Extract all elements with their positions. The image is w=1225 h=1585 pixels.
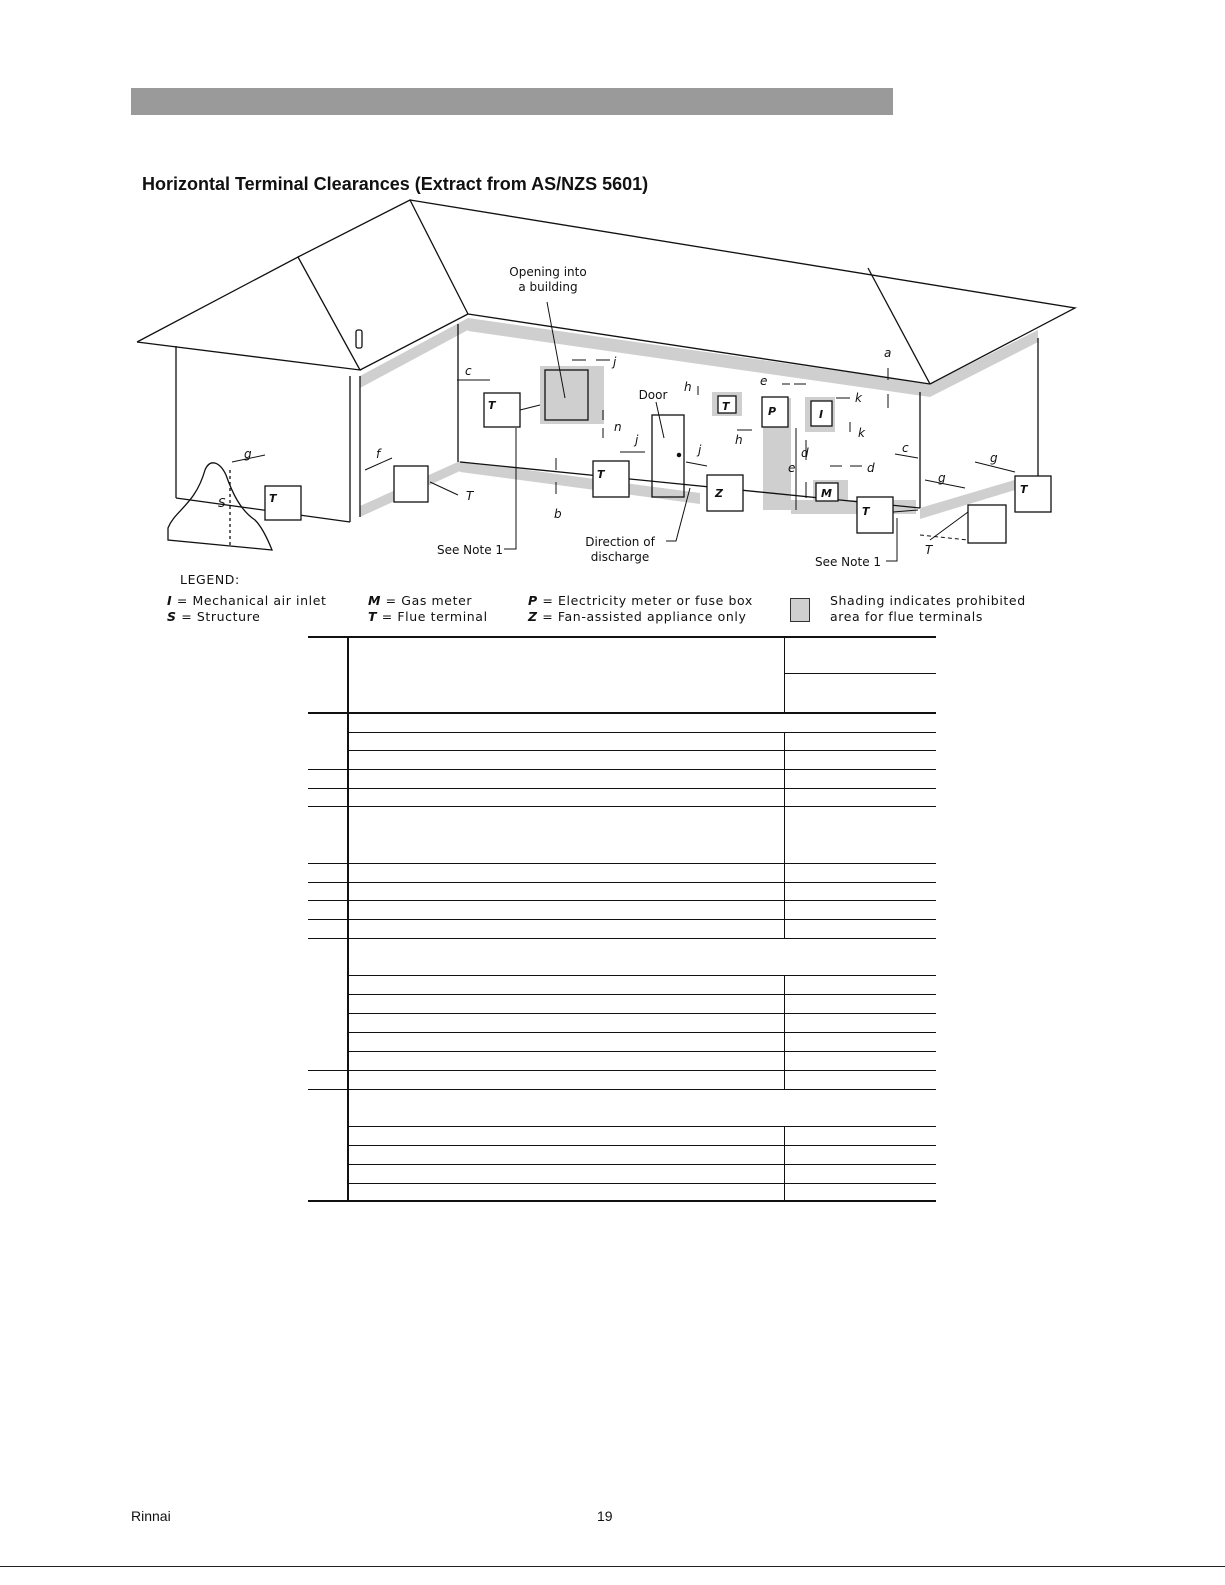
clearance-j: j [698, 443, 702, 457]
legend-item-p: P = Electricity meter or fuse box [528, 593, 753, 608]
clearance-h: h [735, 433, 743, 447]
clearance-j: j [635, 433, 639, 447]
flue-terminal-label: T [1020, 483, 1028, 496]
see-note-1-left: See Note 1 [436, 543, 504, 557]
clearance-g: g [244, 447, 252, 461]
shading-note: area for flue terminals [830, 609, 983, 624]
flue-terminal-t: T [925, 543, 933, 557]
legend-item-m: M = Gas meter [368, 593, 473, 608]
legend-item-t: T = Flue terminal [368, 609, 488, 624]
clearance-g: g [990, 451, 998, 465]
door-callout: Door [638, 388, 668, 402]
legend-title: LEGEND: [180, 572, 240, 587]
flue-terminal-label: T [597, 468, 605, 481]
clearance-d: d [801, 446, 809, 460]
flue-terminal-label: T [269, 492, 277, 505]
flue-terminal-label: T [862, 505, 870, 518]
direction-callout: discharge [590, 550, 650, 564]
legend-item-i: I = Mechanical air inlet [167, 593, 327, 608]
opening-callout: a building [518, 280, 578, 294]
footer-rule [0, 1566, 1225, 1567]
shading-note: Shading indicates prohibited [830, 593, 1026, 608]
clearance-a: a [884, 346, 892, 360]
legend-item-s: S = Structure [167, 609, 261, 624]
clearance-h: h [684, 380, 692, 394]
direction-callout: Direction of [585, 535, 655, 549]
see-note-1-right: See Note 1 [814, 555, 882, 569]
clearance-table [308, 636, 936, 1202]
gas-meter-label: M [821, 487, 832, 500]
prohibited-shading [360, 318, 1038, 519]
clearance-diagram [130, 195, 1080, 575]
clearance-f: f [376, 447, 381, 461]
section-header-bar [131, 88, 893, 115]
flue-terminal-label: T [488, 399, 496, 412]
clearance-e: e [760, 374, 768, 388]
flue-terminal-label: T [722, 400, 730, 413]
clearance-k: k [855, 391, 862, 405]
flue-terminal-t: T [466, 489, 474, 503]
clearance-c: c [902, 441, 909, 455]
shading-swatch [790, 598, 810, 622]
fan-appliance-label: Z [715, 487, 723, 500]
clearance-b: b [554, 507, 562, 521]
electricity-meter-label: P [768, 405, 777, 418]
air-inlet-label: I [819, 408, 824, 421]
clearance-g: g [938, 471, 946, 485]
clearance-d: d [867, 461, 875, 475]
clearance-e: e [788, 461, 796, 475]
page-title: Horizontal Terminal Clearances (Extract from AS/NZS 5601) [142, 174, 649, 194]
legend-item-z: Z = Fan-assisted appliance only [528, 609, 747, 624]
structure-s: S [218, 496, 226, 510]
opening-callout: Opening into [509, 265, 587, 279]
footer-brand: Rinnai [131, 1508, 171, 1524]
clearance-k: k [858, 426, 865, 440]
clearance-n: n [614, 420, 622, 434]
clearance-c: c [465, 364, 472, 378]
clearance-j: j [613, 355, 617, 369]
page-number: 19 [597, 1508, 613, 1524]
